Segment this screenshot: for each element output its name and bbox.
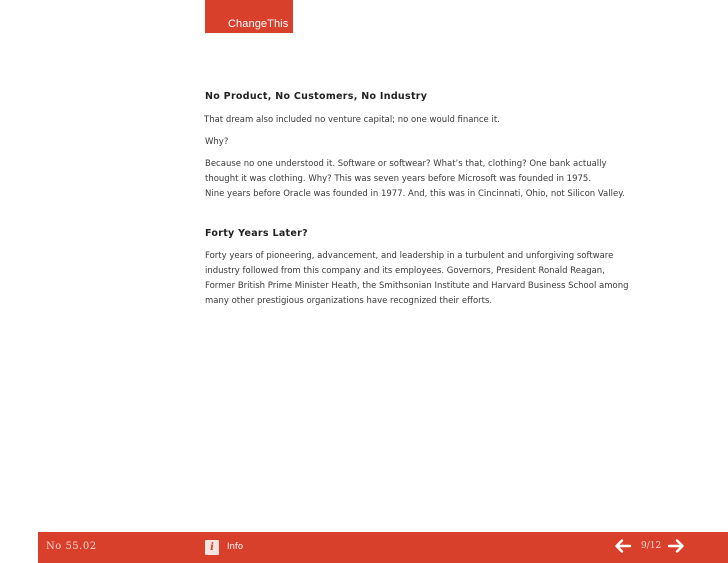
paragraph-line: Former British Prime Minister Heath, the Smithsonian Institute and Harvard Business School among: [205, 281, 629, 291]
section-heading: Forty Years Later?: [205, 228, 308, 239]
paragraph-line: Forty years of pioneering, advancement, and leadership in a turbulent and unforgiving software: [205, 251, 614, 261]
brand-tab: [205, 0, 293, 33]
paragraph-line: industry followed from this company and its employees. Governors, President Ronald Reagan,: [205, 266, 605, 276]
paragraph-line: thought it was clothing. Why? This was seven years before Microsoft was founded in 1975.: [205, 174, 592, 184]
paragraph: [205, 135, 665, 150]
paragraph: [205, 113, 665, 128]
paragraph: [205, 249, 665, 309]
paragraph-line: Nine years before Oracle was founded in 1977. And, this was in Cincinnati, Ohio, not Silicon Valley.: [205, 189, 625, 199]
paragraph-line: many other prestigious organizations have recognized their efforts.: [205, 296, 493, 306]
info-icon: i: [205, 540, 219, 555]
page-counter: 9/12: [641, 541, 662, 551]
paragraph-line: That dream also included no venture capital; no one would finance it.: [204, 115, 500, 125]
paragraph: [205, 157, 665, 202]
arrow-left-icon[interactable]: [614, 537, 632, 555]
paragraph-line: Because no one understood it. Software or softwear? What’s that, clothing? One bank actually: [205, 159, 607, 169]
brand-name: ChangeThis: [228, 18, 289, 30]
paragraph-line: Why?: [205, 137, 229, 147]
info-button[interactable]: [205, 539, 243, 555]
article-content: [205, 90, 665, 309]
info-label: Info: [227, 542, 244, 552]
arrow-right-icon[interactable]: [667, 537, 685, 555]
section-heading: No Product, No Customers, No Industry: [205, 91, 428, 102]
footer-bar: [38, 532, 728, 563]
issue-number: No 55.02: [46, 541, 97, 552]
